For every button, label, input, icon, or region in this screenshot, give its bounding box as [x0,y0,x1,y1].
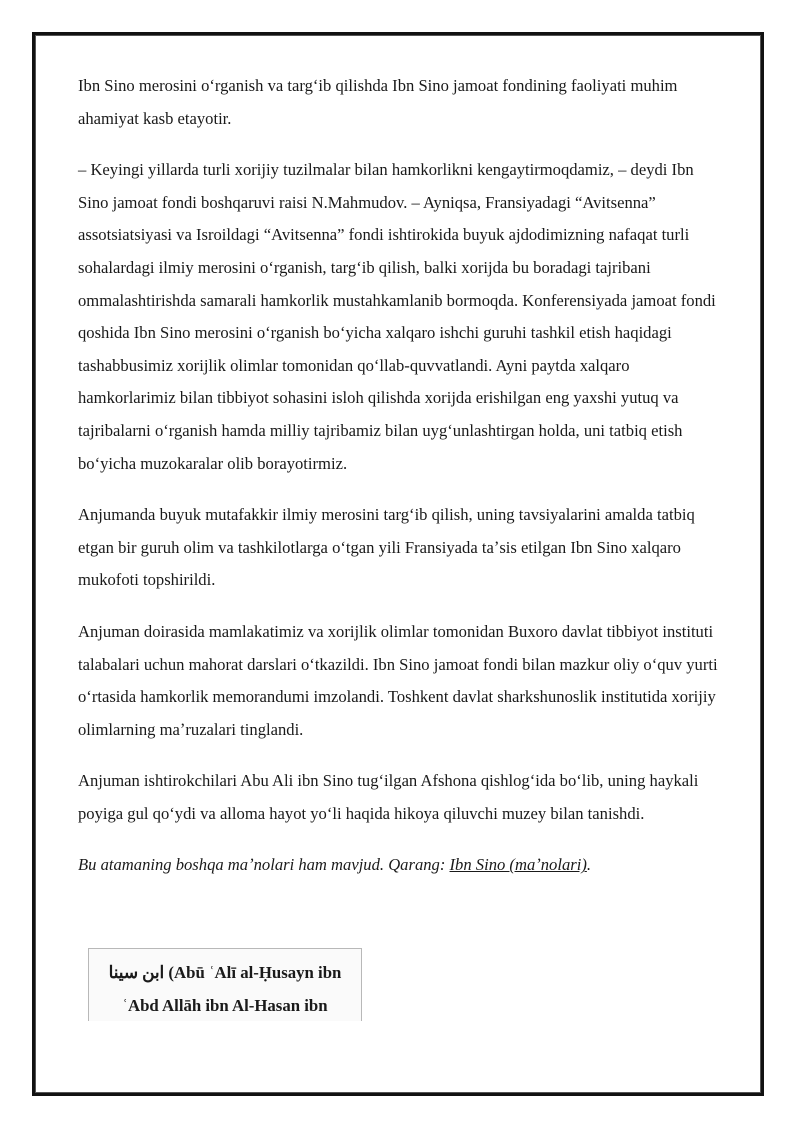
disambiguation-link[interactable]: Ibn Sino (maʼnolari) [449,855,587,875]
disambiguation-note [78,849,728,882]
disambiguation-trailing: . [586,855,592,875]
infobox-title: ابن سينا (Abū ʿAlī al-Ḥusayn ibn ʿAbd Allāh ibn Al-Hasan ibn [108,963,342,1015]
paragraph-award: Anjumanda buyuk mutafakkir ilmiy merosini targʻib qilish, uning tavsiyalarini amalda tatbiq etgan bir guruh olim va tashkilotlarga oʻtgan yili Fransiyada taʼsis etilgan Ibn Sino xalqaro mukofoti topshirildi. [78,505,695,590]
article-body [78,70,728,901]
paragraph-intro: Ibn Sino merosini oʻrganish va targʻib qilishda Ibn Sino jamoat fondining faoliyati muhim ahamiyat kasb etayotir. [78,76,678,128]
paragraph-quote: – Keyingi yillarda turli xorijiy tuzilmalar bilan hamkorlikni kengaytirmoqdamiz, – deydi Ibn Sino jamoat fondi boshqaruvi raisi N.Mahmudov. – Ayniqsa, Fransiyadagi “Avitsenna” assotsiatsiyasi va Isroildagi “Avitsenna” fondi ishtirokida buyuk ajdodimizning nafaqat turli sohalardagi ilmiy merosini oʻrganish, targʻib qilish, balki xorijda bu boradagi tajribani ommalashtirishda samarali hamkorlik mustahkamlanib bormoqda. Konferensiyada jamoat fondi qoshida Ibn Sino merosini oʻrganish boʻyicha xalqaro ishchi guruhi tashkil etish haqidagi tashabbusimiz xorijlik olimlar tomonidan qoʻllab-quvvatlandi. Ayni paytda xalqaro hamkorlarimiz bilan tibbiyot sohasini isloh qilishda xorijda erishilgan eng yaxshi yutuq va tajribalarni oʻrganish hamda milliy tajribamiz bilan uygʻunlashtirgan holda, uni tatbiq etish boʻyicha muzokaralar olib borayotirmiz. [78,160,716,473]
paragraph-masterclass: Anjuman doirasida mamlakatimiz va xorijlik olimlar tomonidan Buxoro davlat tibbiyot instituti talabalari uchun mahorat darslari oʻtkazildi. Ibn Sino jamoat fondi bilan mazkur oliy oʻquv yurti oʻrtasida hamkorlik memorandumi imzolandi. Toshkent davlat sharkshunoslik institutida xorijiy olimlarning maʼruzalari tinglandi. [78,621,718,739]
infobox [88,948,362,1021]
paragraph-afshona: Anjuman ishtirokchilari Abu Ali ibn Sino tugʻilgan Afshona qishlogʻida boʻlib, uning haykali poyiga gul qoʻydi va alloma hayot yoʻli haqida hikoya qiluvchi muzey bilan tanishdi. [78,771,699,823]
disambiguation-text: Bu atamaning boshqa maʼnolari ham mavjud. Qarang: [78,855,450,875]
